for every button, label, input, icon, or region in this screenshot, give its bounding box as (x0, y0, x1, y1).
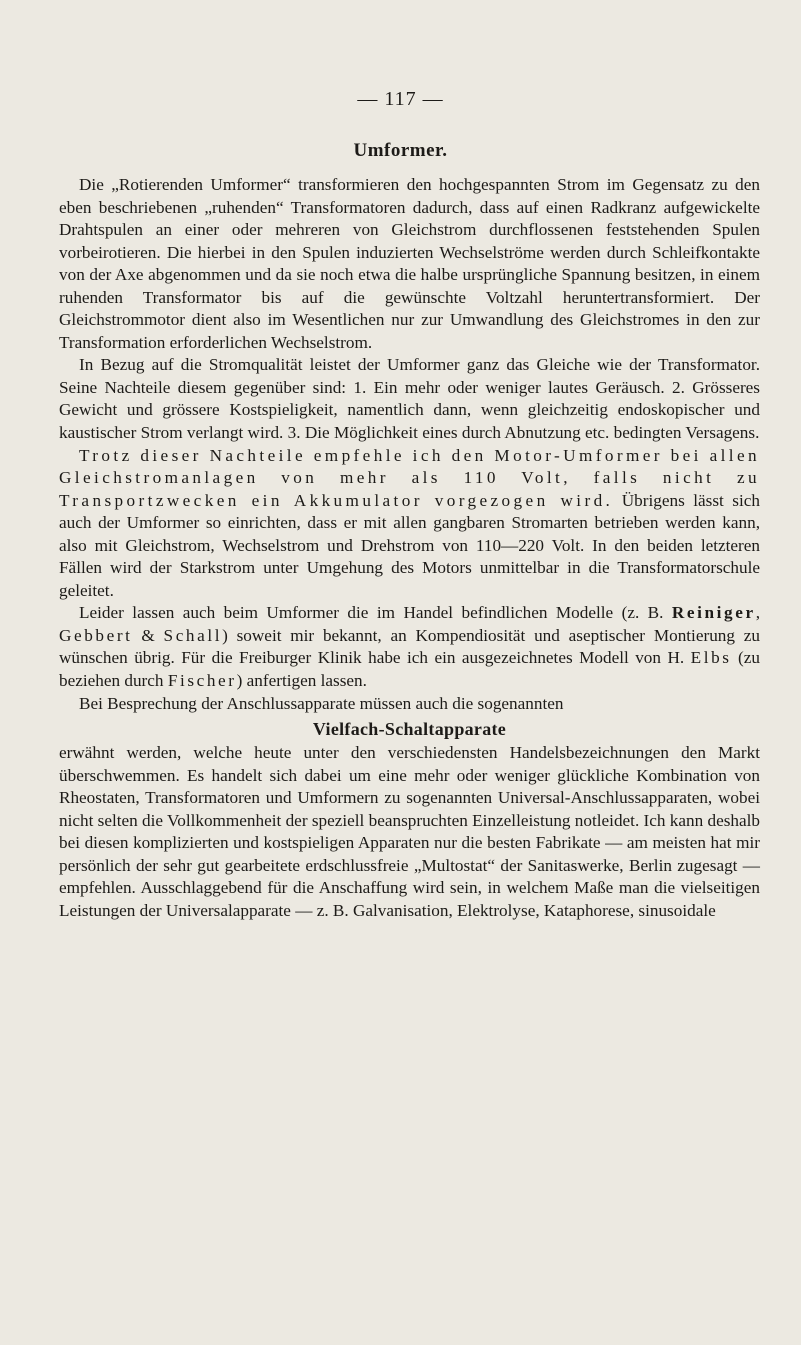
text-run: ) anfertigen lassen. (236, 671, 367, 691)
spaced-emphasis: Trotz dieser Nachteile empfehle ich den Motor-Umformer bei allen Gleichstromanlagen von mehr als 110 Volt, falls nicht zu Transportzwecken ein Akkumulator vorgezogen wird. (59, 445, 760, 510)
paragraph-models (59, 602, 760, 692)
name-reiniger: Reiniger (671, 603, 756, 623)
body-text (59, 174, 760, 923)
paragraph-recommendation (59, 445, 760, 603)
name-fischer: Fischer (167, 671, 237, 691)
name-elbs: Elbs (690, 648, 732, 668)
subheading: Vielfach-Schaltapparate (312, 719, 507, 740)
page-number: — 117 — (357, 88, 444, 110)
name-gebbert: Gebbert (59, 625, 133, 645)
paragraph-rotating-converters: Die „Rotierenden Umformer“ transformieren den hochgespannten Strom im Gegensatz zu den eben beschriebenen „ruhenden“ Transformatoren dadurch, dass auf einen Radkranz aufgewickelte Drahtspulen an einer oder mehreren von Gleichstrom durchflossenen feststehenden Spulen vorbeirotieren. Die hierbei in den Spulen induzierten Wechselströme werden durch Schleifkontakte von der Axe abgenommen und da sie noch etwa die halbe ursprüngliche Spannung besitzen, in einem ruhenden Transformator bis auf die gewünschte Voltzahl heruntertransformiert. Der Gleichstrommotor dient also im Wesentlichen nur zur Umwandlung des Gleichstromes in den zur Transformation erforderlichen Wechselstrom. (59, 175, 760, 352)
paragraph-recommendation-rest: Übrigens lässt sich auch der Umformer so einrichten, dass er mit allen gangbaren Stromarten betrieben werden kann, also mit Gleichstrom, Wechselstrom und Drehstrom von 110—220 Volt. In den beiden letzteren Fällen wird der Starkstrom unter Umgehung des Motors unmittelbar in die Transformatorschule geleitet. (59, 490, 760, 600)
text-run: Leider lassen auch beim Umformer die im Handel befindlichen Modelle (z. B. (79, 603, 672, 623)
text-run: & (132, 625, 164, 645)
paragraph-connection-apparatus: Bei Besprechung der Anschlussapparate müssen auch die sogenannten (79, 693, 564, 713)
text-run: (zu beziehen durch (59, 648, 761, 691)
paragraph-disadvantages: In Bezug auf die Stromqualität leistet der Umformer ganz das Gleiche wie der Transformator. Seine Nachteile diesem gegenüber sind: 1. Ein mehr oder weniger lautes Geräusch. 2. Grösseres Gewicht und grössere Kostspieligkeit, namentlich dann, wenn gleichzeitig endoskopischer und kaustischer Strom verlangt wird. 3. Die Möglichkeit eines durch Abnutzung etc. bedingten Versagens. (59, 355, 760, 443)
text-run: , (755, 603, 760, 623)
paragraph-multi-switch: erwähnt werden, welche heute unter den verschiedensten Handelsbezeichnungen den Markt überschwemmen. Es handelt sich dabei um eine mehr oder weniger glückliche Kombination von Rheostaten, Transformatoren und Umformern zu sogenannten Universal-Anschlussapparaten, wobei nicht selten die Vollkommenheit der speziell beanspruchten Einzelleistung notleidet. Ich kann deshalb bei diesen komplizierten und kostspieligen Apparaten nur die besten Fabrikate — am meisten hat mir persönlich der sehr gut gearbeitete erdschlussfreie „Multostat“ der Sanitaswerke, Berlin zugesagt — empfehlen. Ausschlaggebend für die Anschaffung wird sein, in welchem Maße man die vielseitigen Leistungen der Universalapparate — z. B. Galvanisation, Elektrolyse, Kataphorese, sinusoidale (59, 743, 760, 920)
text-run: ) soweit mir bekannt, an Kompendiosität und aseptischer Montierung zu wünschen übrig. Für die Freiburger Klinik habe ich ein ausgezeichnetes Modell von H. (59, 625, 760, 668)
name-schall: Schall (163, 625, 223, 645)
section-title: Umformer. (353, 140, 448, 161)
